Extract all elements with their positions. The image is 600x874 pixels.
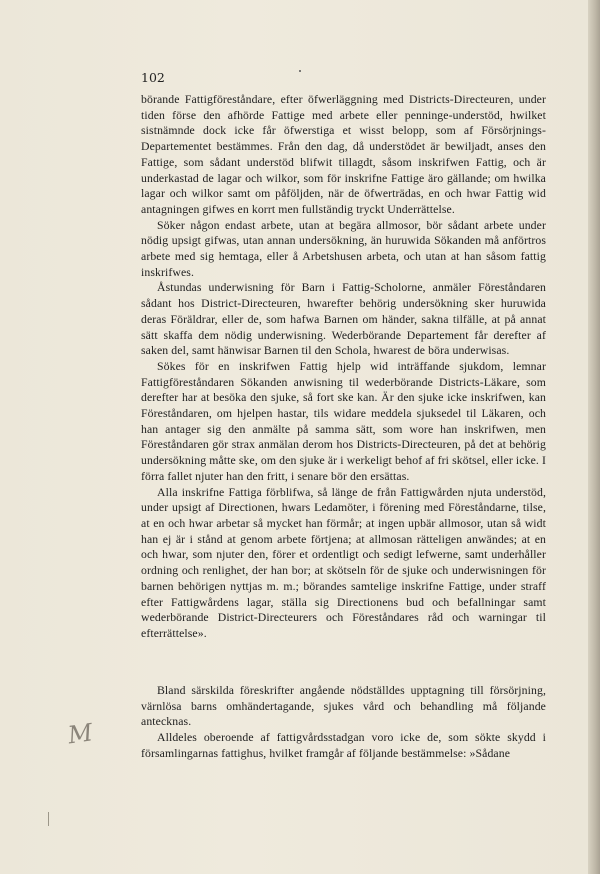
paragraph: Alla inskrifne Fattiga förblifwa, så länge de från Fattigwården njuta understöd, under upsigt af Directionen, hwars Ledamöter, i förening med Föreståndarne, tilse, at en och hwar arbetar så mycket han förmår; at ingen upbär allmosor, utan så widt han ej är i stånd at genom arbete förtjena; at allmosan rätteligen anwändes; at en och hwar, som njuter den, förer et ordentligt och sedigt lefwerne, samt underhåller ordning och renlighet, der han bor; at skötseln för de sjuke och underwisningen för barnen behörigen nyttjas m. m.; börandes samtelige inskrifne Fattige, under straff efter Fattigwårdens lagar, ställa sig Directionens bud och befallningar samt wederbörande District-Directeurers och Föreståndares råd och warningar til efterrättelse». (141, 485, 546, 640)
page-number: 102 (141, 70, 165, 85)
main-text-block (141, 92, 546, 642)
paragraph: Åstundas underwisning för Barn i Fattig-Scholorne, anmäler Föreståndaren sådant hos District-Directeuren, hwarefter behörig undersökning sker huruwida deras Föräldrar, eller de, som hafwa Barnen om händer, sakna tilfälle, at på annat sätt skaffa dem nödig underwisning. Wederbörande Departement får derefter af saken del, samt hänwisar Barnen til den Schola, hwarest de böra underwisas. (141, 281, 546, 358)
book-spine-edge (588, 0, 600, 874)
print-speck (299, 70, 301, 72)
paragraph: Alldeles oberoende af fattigvårdsstadgan voro icke de, som sökte skydd i församlingarnas fattighus, hvilket framgår af följande bestämmelse: »Sådane (141, 731, 546, 760)
margin-pencil-mark (48, 812, 49, 826)
paragraph: Bland särskilda föreskrifter angående nödställdes upptagning till försörjning, värnlösa barns omhändertagande, sjukes vård och behandling må följande antecknas. (141, 684, 546, 729)
paragraph: Söker någon endast arbete, utan at begära allmosor, bör sådant arbete under nödig upsigt gifwas, utan annan undersökning, än huruwida Sökanden må anförtros arbete med sig hemtaga, eller å Arbetshusen arbeta, och utan at han såsom fattig inskrifwes. (141, 218, 546, 279)
paragraph: Sökes för en inskrifwen Fattig hjelp wid inträffande sjukdom, lemnar Fattigföreståndaren Sökanden anwisning til wederbörande Districts-Läkare, som derefter har at besöka den sjuke, så fort ske kan. Är den sjuke icke inskrifwen, kan Föreståndaren, om hjelpen hastar, tils widare meddela sjuksedel til Läkaren, och han antager sig den anmälte på samma sätt, som wore han inskrifwen, men Föreståndaren gör strax anmälan derom hos Districts-Directeuren, på det at behörig undersökning måtte ske, om den sjuke är i werkeligt behof af fri skötsel, eller icke. I förra fallet njuter han den fritt, i senare bör den ersättas. (141, 359, 546, 483)
second-text-block (141, 683, 546, 762)
paragraph: börande Fattigföreståndare, efter öfwerläggning med Districts-Directeuren, under tiden förse den afhörde Fattige med arbete eller penninge-understöd, hwilket sistnämnde dock icke får öfwerstiga et wisst belopp, som af Försörjnings-Departementet bestämmes. Från den dag, då understödet är bewiljadt, anses den Fattige, som sådant understöd blifwit tillagdt, såsom inskrifwen Fattig, och är underkastad de lagar och wilkor, som för inskrifne Fattige äro gällande; om hwilka lagar och wilkor samt om påföljden, när de öfwerträdas, en och hwar Fattig wid antagningen gifwes en korrt men fullständig tryckt Underrättelse. (141, 93, 546, 216)
handwritten-margin-note: M (66, 718, 93, 750)
